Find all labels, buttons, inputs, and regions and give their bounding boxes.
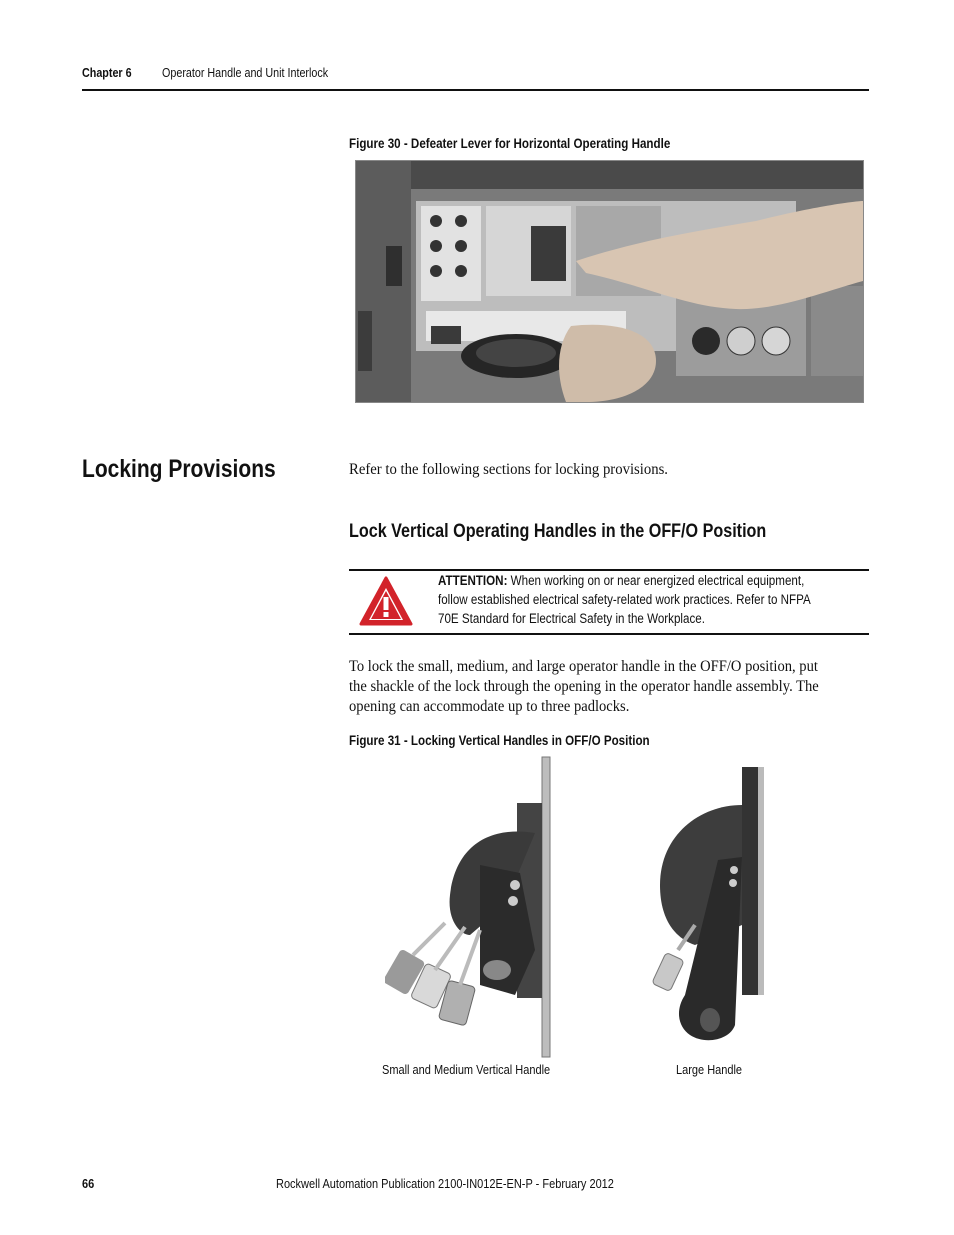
attention-bottom-rule: [349, 633, 869, 635]
figure31-caption: Figure 31 - Locking Vertical Handles in OFF/O Position: [349, 733, 650, 748]
attention-line-2: follow established electrical safety-related work practices. Refer to NFPA: [438, 592, 811, 607]
defeater-lever-photo-drawing: [356, 161, 863, 402]
small-medium-handle-label: Small and Medium Vertical Handle: [382, 1063, 551, 1077]
attention-line-1: When working on or near energized electrical equipment,: [507, 573, 805, 588]
figure30-caption: Figure 30 - Defeater Lever for Horizontal Operating Handle: [349, 136, 671, 151]
paragraph-line-1: To lock the small, medium, and large operator handle in the OFF/O position, put: [349, 658, 818, 675]
small-medium-handle-image: [385, 755, 560, 1060]
large-handle-image: [650, 765, 770, 1060]
publication-footer: Rockwell Automation Publication 2100-IN012E-EN-P - February 2012: [276, 1177, 614, 1191]
chapter-label: Chapter 6: [82, 66, 132, 80]
page-number: 66: [82, 1177, 95, 1191]
section-heading: Locking Provisions: [82, 455, 276, 483]
paragraph-line-2: the shackle of the lock through the opening in the operator handle assembly. The: [349, 678, 819, 695]
large-handle-label: Large Handle: [676, 1063, 743, 1077]
header-rule: [82, 89, 869, 91]
body-paragraph: [349, 657, 879, 717]
intro-text: Refer to the following sections for locking provisions.: [349, 461, 668, 478]
warning-triangle-icon: [358, 575, 414, 627]
attention-text: [438, 571, 870, 628]
subsection-heading: Lock Vertical Operating Handles in the OFF/O Position: [349, 521, 767, 542]
chapter-title: Operator Handle and Unit Interlock: [162, 66, 329, 80]
paragraph-line-3: opening can accommodate up to three padlocks.: [349, 698, 630, 715]
attention-label: ATTENTION:: [438, 573, 508, 588]
attention-line-3: 70E Standard for Electrical Safety in the Workplace.: [438, 611, 705, 626]
figure30-photo: [355, 160, 864, 403]
